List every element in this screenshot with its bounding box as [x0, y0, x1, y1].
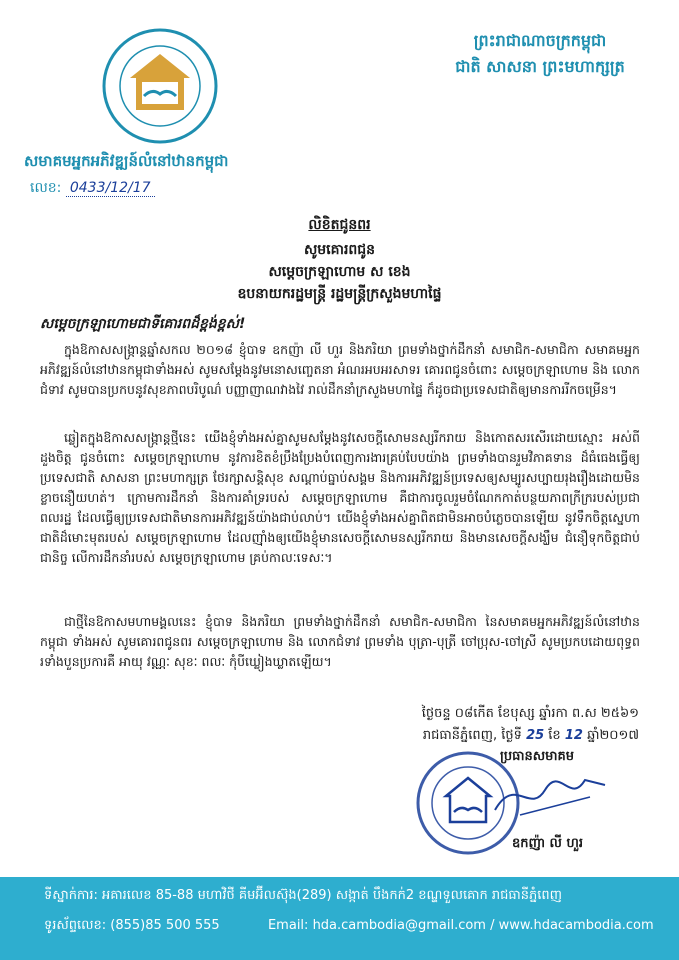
- email-link[interactable]: hda.cambodia@gmail.com: [312, 918, 486, 933]
- letter-type: លិខិតជូនពរ: [308, 217, 371, 233]
- president-title: ប្រធានសមាគម: [500, 749, 575, 764]
- date-year: ឆ្នាំ២០១៧: [587, 728, 639, 743]
- footer-bar: [0, 877, 679, 960]
- association-logo: [80, 24, 240, 154]
- date-month: 12: [564, 728, 583, 743]
- date-prefix: រាជធានីភ្នំពេញ, ថ្ងៃទី: [422, 728, 522, 743]
- address-text: អគារលេខ 85-88 មហាវិថី គីមអ៊ីលស៊ុង(289) សង្កាត់ បឹងកក់2 ខណ្ឌទួលគោក រាជធានីភ្នំពេញ: [102, 888, 563, 903]
- email-label: Email:: [267, 918, 309, 933]
- date-day: 25: [526, 728, 545, 743]
- signer-name: ឧកញ៉ា លី ហួរ: [512, 836, 583, 851]
- website-link[interactable]: www.hdacambodia.com: [498, 918, 654, 933]
- reference-number: [30, 178, 155, 199]
- signature-icon: [490, 765, 610, 825]
- salutation: សម្តេចក្រឡាហោមជាទីគោរពដ៏ខ្ពង់ខ្ពស់!: [40, 316, 246, 332]
- reference-value: 0433/12/17: [66, 180, 155, 197]
- recipient-name: សម្តេចក្រឡាហោម ស ខេង: [268, 264, 411, 280]
- kingdom-line-2: ជាតិ សាសនា ព្រះមហាក្សត្រ: [455, 57, 625, 76]
- address-label: ទីស្នាក់ការ:: [44, 888, 98, 903]
- footer-address: [44, 887, 562, 906]
- handwritten-signature: [490, 765, 610, 825]
- kingdom-motto: [430, 28, 650, 80]
- paragraph-2: ឆ្លៀតក្នុងឱកាសសង្ក្រាន្តថ្មីនេះ យើងខ្ញុំទាំងអស់គ្នាសូមសម្តែងនូវសេចក្តីសោមនស្សរីករាយ និងកោតសរសើរដោយស្មោះ អស់ពីដួងចិត្ត ជូនចំពោះ សម្តេចក្រឡាហោម នូវការខិតខំប្រឹងប្រែងបំពេញការងារគ្រប់បែបយ៉ាង ព្រមទាំងបានរួមវិភាគទាន ដ៏ធំធេងធ្វើឲ្យប្រទេសជាតិ សាសនា ព្រះមហាក្សត្រ ថែរក្សាសន្តិសុខ សណ្តាប់ធ្នាប់សង្គម និងការអភិវឌ្ឍន៍ប្រទេសឲ្យសម្បូរសប្បាយរុងរឿងដោយមិនខ្លាចនឿយហត់។ ក្រោមការដឹកនាំ និងការគាំទ្ររបស់ សម្តេចក្រឡាហោម គឺជាការចូលរួមចំណែកកាត់បន្ថយភាពក្រីក្ររបស់ប្រជាពលរដ្ឋ ដែលធ្វើឲ្យប្រទេសជាតិមានការអភិវឌ្ឍន៍យ៉ាងជាប់លាប់។ យើងខ្ញុំទាំងអស់គ្នាពិតជាមិនអាចបំភ្លេចបានឡើយ នូវទឹកចិត្តស្នេហាជាតិដ៏មោះមុតរបស់ សម្តេចក្រឡាហោម ដែលញ៉ាំងឲ្យយើងខ្ញុំមានសេចក្តីសោមនស្សរីករាយ និងមានសេចក្តីសង្ឃឹម ជំនឿទុកចិត្តជាប់ជានិច្ច លើការដឹកនាំរបស់ សម្តេចក្រឡាហោម គ្រប់កាលៈទេសៈ។: [40, 430, 640, 565]
- lunar-date: ថ្ងៃចន្ទ ០៨កើត ខែបុស្ស ឆ្នាំរកា ព.ស ២៥៦១: [421, 706, 639, 721]
- phone-label: ទូរស័ព្ទលេខ:: [44, 918, 107, 933]
- footer-contacts: [44, 917, 654, 936]
- solar-date: [423, 727, 639, 746]
- phone-number[interactable]: (855)85 500 555: [110, 918, 220, 933]
- paragraph-3: ជាថ្មីនៃឱកាសមហាមង្គលនេះ ខ្ញុំបាទ និងភរិយា ព្រមទាំងថ្នាក់ដឹកនាំ សមាជិក-សមាជិកា នៃសមាគមអ្នកអភិវឌ្ឍន៍លំនៅឋានកម្ពុជា ទាំងអស់ សូមគោរពជូនពរ សម្តេចក្រឡាហោម និង លោកជំទាវ ព្រមទាំង បុត្រា-បុត្រី ចៅប្រុស-ចៅស្រី សូមប្រកបដោយពុទ្ធពរទាំងបួនប្រការគឺ អាយុ វណ្ណៈ សុខៈ ពលៈ កុំបីឃ្លៀងឃ្លាតឡើយ។: [40, 614, 640, 669]
- recipient-title: ឧបនាយករដ្ឋមន្ត្រី រដ្ឋមន្ត្រីក្រសួងមហាផ្ទៃ: [237, 286, 442, 302]
- separator: /: [490, 918, 495, 933]
- respect-line: សូមគោរពជូន: [303, 242, 376, 258]
- organization-name: សមាគមអ្នកអភិវឌ្ឍន៍លំនៅឋានកម្ពុជា: [24, 152, 229, 170]
- association-logo-icon: [80, 24, 240, 154]
- date-month-label: ខែ: [548, 728, 561, 743]
- reference-label: លេខ:: [30, 180, 62, 196]
- kingdom-line-1: ព្រះរាជាណាចក្រកម្ពុជា: [473, 31, 607, 50]
- paragraph-1: ក្នុងឱកាសសង្ក្រាន្តឆ្នាំសកល ២០១៨ ខ្ញុំបាទ ឧកញ៉ា លី ហួរ និងភរិយា ព្រមទាំងថ្នាក់ដឹកនាំ សមាជិក-សមាជិកា សមាគមអ្នកអភិវឌ្ឍន៍លំនៅឋានកម្ពុជាទាំងអស់ សូមសម្តែងនូវមនោសញ្ចេតនា អំណរអបអរសាទរ គោរពជូនចំពោះ សម្តេចក្រឡាហោម និង លោកជំទាវ សូមបានប្រកបនូវសុខភាពបរិបូណ៌ បញ្ញាញាណវាងវៃ រាល់ដឹកនាំក្រសួងមហាផ្ទៃ ក៏ដូចជាប្រទេសជាតិឲ្យមានការរីកចម្រើន។: [40, 342, 640, 397]
